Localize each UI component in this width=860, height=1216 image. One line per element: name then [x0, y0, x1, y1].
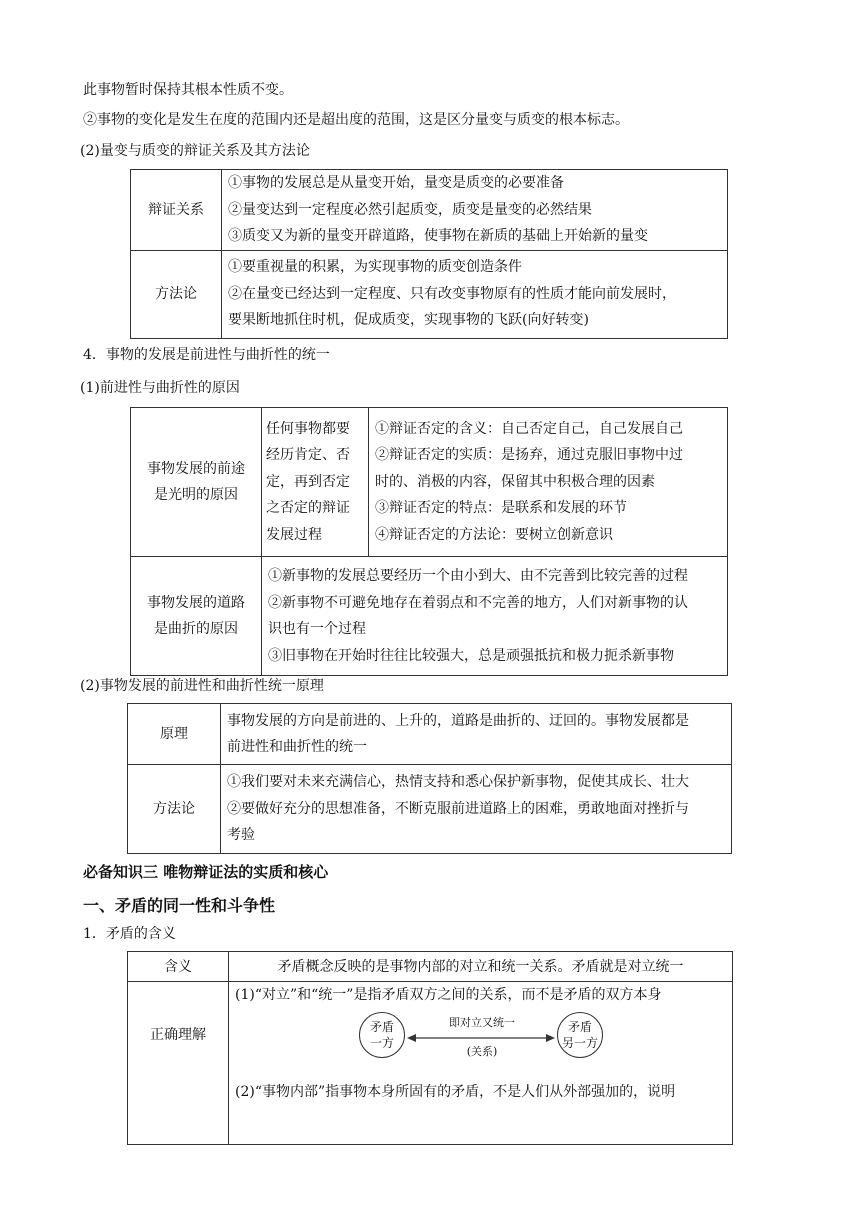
table-quantity-quality [130, 169, 728, 339]
section-title: 必备知识三 唯物辩证法的实质和核心 [83, 863, 329, 881]
content-line: 定，再到否定 [266, 473, 350, 490]
content-line: ②辩证否定的实质：是扬弃，通过克服旧事物中过 [375, 447, 683, 464]
row-label: 正确理解 [128, 982, 229, 1145]
content-line: 时的、消极的内容，保留其中积极合理的因素 [375, 473, 655, 490]
table-row [128, 952, 733, 982]
content-line: 前进性和曲折性的统一 [227, 739, 367, 755]
heading-1: 1．矛盾的含义 [83, 926, 176, 942]
content-line: ①要重视量的积累，为实现事物的质变创造条件 [228, 259, 522, 276]
label-line: 是曲折的原因 [154, 621, 238, 637]
content-line: 之否定的辩证 [266, 500, 350, 517]
contradiction-diagram [235, 1009, 726, 1079]
subheading-4-1: (1)前进性与曲折性的原因 [80, 380, 240, 396]
content-line: ①新事物的发展总要经历一个由小到大、由不完善到比较完善的过程 [268, 568, 688, 584]
table-row [131, 408, 728, 557]
table-principle [127, 703, 732, 854]
left-circle [359, 1012, 405, 1058]
row-content [262, 557, 728, 676]
row-content [222, 250, 728, 338]
content-line: ③辩证否定的特点：是联系和发展的环节 [375, 500, 627, 517]
table-row [131, 250, 728, 338]
table-row [131, 557, 728, 676]
row-label: 原理 [128, 704, 221, 765]
heading-4: 4．事物的发展是前进性与曲折性的统一 [83, 347, 330, 363]
table-row [131, 170, 728, 251]
content-line: 事物发展的方向是前进的、上升的，道路是曲折的、迂回的。事物发展都是 [227, 712, 689, 729]
content-line: 考验 [227, 827, 255, 844]
label-line: 事物发展的前途 [147, 460, 245, 477]
content-line: ②量变达到一定程度必然引起质变，质变是量变的必然结果 [228, 201, 592, 218]
circle-text: 一方 [369, 1035, 394, 1050]
row-content [222, 170, 728, 251]
arrow-top-label: 即对立又统一 [449, 1015, 515, 1029]
row-content [221, 765, 732, 854]
right-circle [557, 1012, 603, 1058]
row-label [131, 408, 262, 557]
row-label: 方法论 [128, 765, 221, 854]
content-line: ③旧事物在开始时往往比较强大，总是顽强抵抗和极力扼杀新事物 [268, 647, 674, 664]
row-content: 矛盾概念反映的是事物内部的对立和统一关系。矛盾就是对立统一 [229, 952, 733, 982]
circle-text: 另一方 [561, 1035, 598, 1050]
table-row [128, 982, 733, 1145]
subheading-4-2: (2)事物发展的前进性和曲折性统一原理 [80, 678, 324, 694]
content-line: 识也有一个过程 [268, 621, 366, 637]
row-label: 辩证关系 [131, 170, 222, 251]
content-line: 经历肯定、否 [266, 447, 350, 464]
row-content [221, 704, 732, 765]
content-line: ③质变又为新的量变开辟道路，使事物在新质的基础上开始新的量变 [228, 228, 648, 244]
row-content [229, 982, 733, 1145]
table-row [128, 704, 732, 765]
circle-text: 矛盾 [369, 1019, 394, 1034]
label-line: 事物发展的道路 [147, 594, 245, 611]
row-label: 方法论 [131, 250, 222, 338]
content-line: ①辩证否定的含义：自己否定自己，自己发展自己 [375, 420, 683, 437]
content-line: ②要做好充分的思想准备，不断克服前进道路上的困难，勇敢地面对挫折与 [227, 800, 689, 817]
subheading-quality-change: (2)量变与质变的辩证关系及其方法论 [80, 143, 310, 159]
section-subtitle: 一、矛盾的同一性和斗争性 [83, 896, 276, 915]
content-line: ①事物的发展总是从量变开始，量变是质变的必要准备 [228, 175, 564, 191]
intro-line-2: ②事物的变化是发生在度的范围内还是超出度的范围，这是区分量变与质变的根本标志。 [83, 112, 629, 128]
table-progress-twists [130, 407, 728, 676]
intro-line-1: 此事物暂时保持其根本性质不变。 [83, 82, 293, 98]
label-line: 是光明的原因 [154, 487, 238, 503]
content-line: 任何事物都要 [266, 420, 350, 437]
content-line: 要果断地抓住时机，促成质变，实现事物的飞跃(向好转变) [228, 312, 589, 329]
row-label [131, 557, 262, 676]
content-line: ②在量变已经达到一定程度、只有改变事物原有的性质才能向前发展时， [228, 285, 676, 302]
right-content [369, 408, 728, 557]
content-line: ②新事物不可避免地存在着弱点和不完善的地方，人们对新事物的认 [268, 594, 688, 611]
middle-content [262, 408, 369, 557]
table-contradiction [127, 951, 733, 1145]
content-line: 发展过程 [266, 526, 322, 543]
content-line: (2)“事物内部”指事物本身所固有的矛盾，不是人们从外部强加的，说明 [235, 1083, 676, 1100]
content-line: (1)“对立”和“统一”是指矛盾双方之间的关系，而不是矛盾的双方本身 [235, 987, 662, 1003]
circle-text: 矛盾 [567, 1019, 592, 1034]
row-label: 含义 [128, 952, 229, 982]
arrow-bottom-label: (关系) [466, 1044, 498, 1058]
content-line: ①我们要对未来充满信心，热情支持和悉心保护新事物，促使其成长、壮大 [227, 774, 689, 791]
table-row [128, 765, 732, 854]
content-line: ④辩证否定的方法论：要树立创新意识 [375, 526, 613, 543]
